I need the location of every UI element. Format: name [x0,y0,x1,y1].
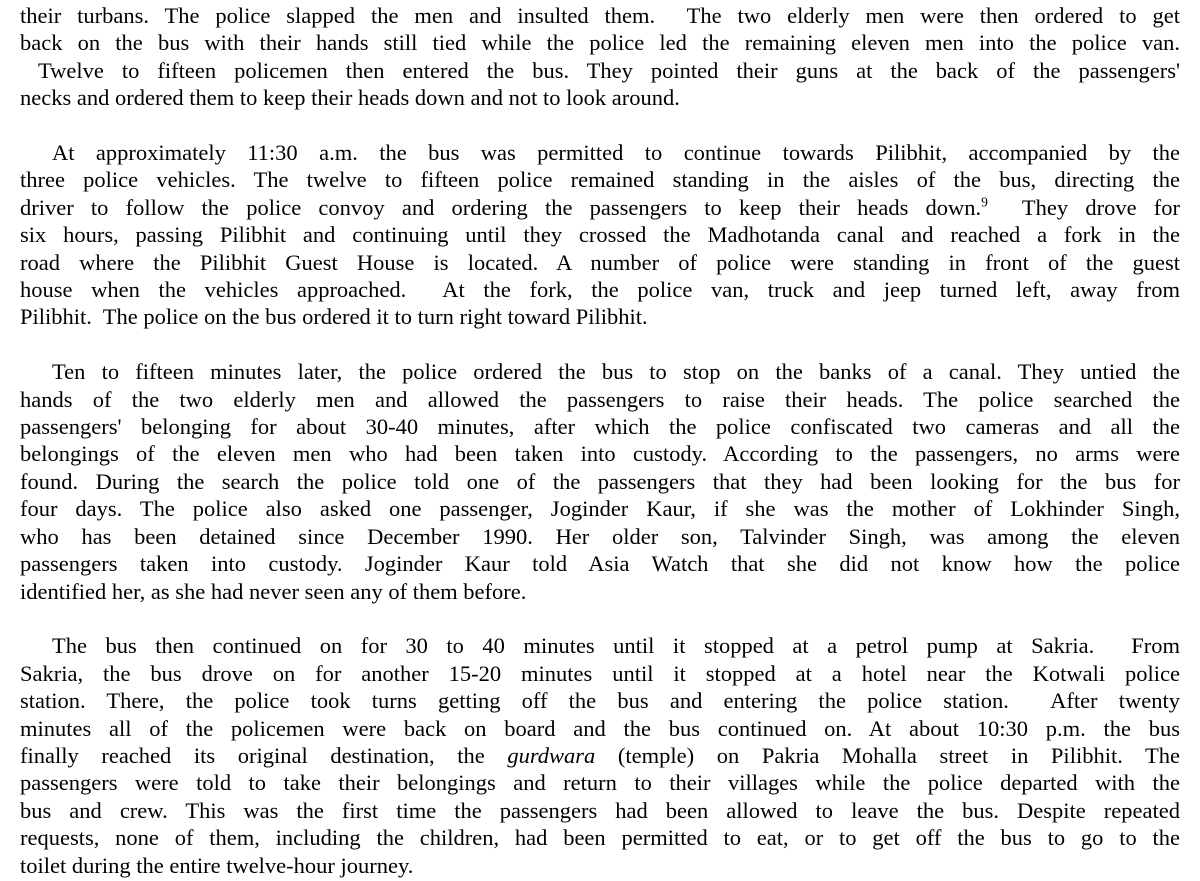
text-line: passengers' belonging for about 30-40 minutes, after which the police confiscated two cameras and all the [20,414,1180,440]
text-line: Sakria, the bus drove on for another 15-20 minutes until it stopped at a hotel near the Kotwali police [20,660,1180,686]
text-line: four days. The police also asked one passenger, Joginder Kaur, if she was the mother of Lokhinder Singh, [20,496,1180,522]
text-line: passengers were told to take their belongings and return to their villages while the police departed with the [20,770,1180,796]
paragraph [20,139,1180,331]
italic-term: gurdwara [507,742,596,768]
text-line: The bus then continued on for 30 to 40 minutes until it stopped at a petrol pump at Sakria. From [52,633,1180,659]
text-line: Ten to fifteen minutes later, the police ordered the bus to stop on the banks of a canal. They untied the [52,359,1180,385]
text-line: hands of the two elderly men and allowed the passengers to raise their heads. The police searched the [20,386,1180,412]
paragraph [20,358,1180,605]
paragraph [20,2,1180,112]
text-line: six hours, passing Pilibhit and continuing until they crossed the Madhotanda canal and reached a fork in the [20,222,1180,248]
text-line: driver to follow the police convoy and ordering the passengers to keep their heads down.$^9$ They drove for [20,194,1180,220]
text-line: house when the vehicles approached. At the fork, the police van, truck and jeep turned left, away from [20,277,1180,303]
text-line: Twelve to fifteen policemen then entered the bus. They pointed their guns at the back of the passengers' [20,57,1181,83]
text-line: requests, none of them, including the children, had been permitted to eat, or to get off the bus to go to the [20,825,1180,851]
text-line: belongings of the eleven men who had been taken into custody. According to the passengers, no arms were [20,441,1180,467]
document-body [20,2,1180,879]
text-line: passengers taken into custody. Joginder Kaur told Asia Watch that she did not know how the police [20,551,1180,577]
text-line: found. During the search the police told one of the passengers that they had been looking for the bus for [20,468,1180,494]
text-line: identified her, as she had never seen any of them before. [20,578,527,604]
text-line: Pilibhit. The police on the bus ordered it to turn right toward Pilibhit. [20,304,648,330]
text-line: necks and ordered them to keep their heads down and not to look around. [20,85,680,111]
footnote-reference: 9 [981,194,988,210]
paragraph [20,632,1180,879]
text-line: station. There, the police took turns getting off the bus and entering the police station. After twenty [20,688,1180,714]
text-line: road where the Pilibhit Guest House is located. A number of police were standing in front of the guest [20,249,1180,275]
text-line: back on the bus with their hands still tied while the police led the remaining eleven men into the police van. [20,30,1180,56]
text-line: minutes all of the policemen were back on board and the bus continued on. At about 10:30 p.m. the bus [20,715,1180,741]
document-page [20,2,1180,879]
text-line: their turbans. The police slapped the men and insulted them. The two elderly men were then ordered to get [20,3,1180,28]
text-line: three police vehicles. The twelve to fifteen police remained standing in the aisles of the bus, directing the [20,167,1180,193]
text-line: toilet during the entire twelve-hour journey. [20,852,414,878]
text-line: At approximately 11:30 a.m. the bus was permitted to continue towards Pilibhit, accompanied by the [52,140,1180,166]
text-line: finally reached its original destination, the gurdwara (temple) on Pakria Mohalla street in Pilibhit. The [20,742,1180,768]
text-line: who has been detained since December 1990. Her older son, Talvinder Singh, was among the eleven [20,523,1180,549]
text-line: bus and crew. This was the first time the passengers had been allowed to leave the bus. Despite repeated [20,797,1180,823]
